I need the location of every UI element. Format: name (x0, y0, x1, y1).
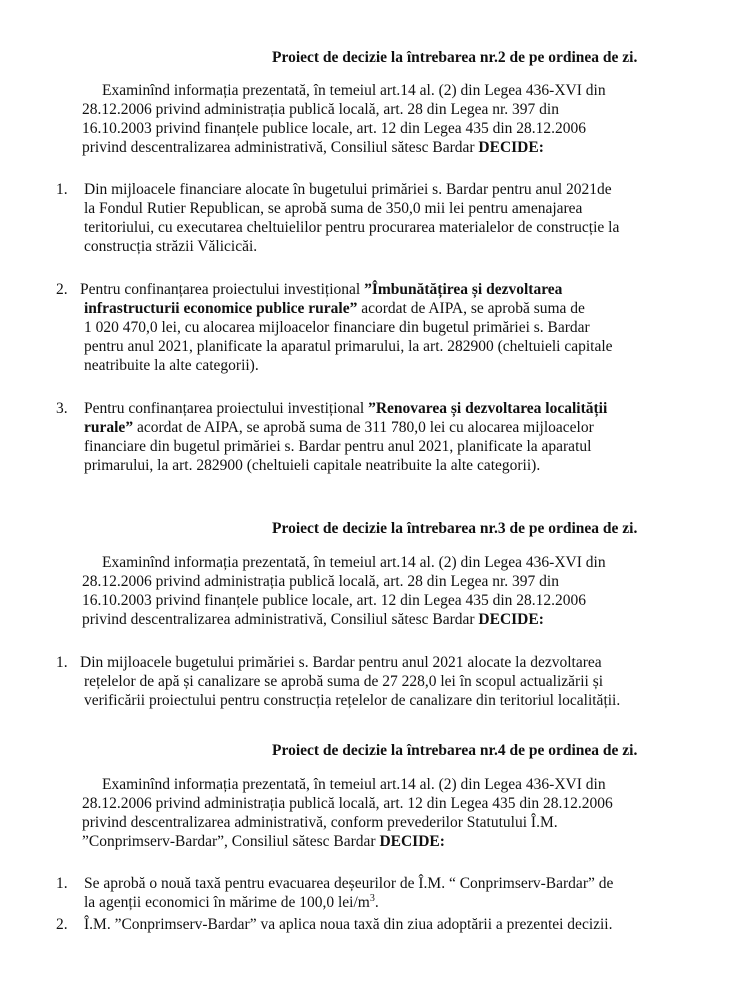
preamble-line: 16.10.2003 privind finanțele publice locale, art. 12 din Legea 435 din 28.12.2006 (82, 592, 587, 609)
item-text: Pentru confinanțarea proiectului investițional (84, 400, 369, 417)
item-line (56, 399, 696, 418)
preamble-line: Examinînd informația prezentată, în temeiul art.14 al. (2) din Legea 436-XVI din (102, 776, 606, 793)
item-text: Pentru confinanțarea proiectului investițional (80, 281, 365, 298)
section-title-nr3: Proiect de decizie la întrebarea nr.3 de pe ordinea de zi. (272, 520, 638, 537)
item-number: 3. (56, 400, 68, 417)
decision-item-2 (56, 915, 696, 934)
preamble-nr2 (82, 81, 698, 157)
decide-label: DECIDE: (478, 139, 544, 156)
decision-item-1 (56, 180, 696, 256)
preamble-line: 28.12.2006 privind administrația publică locală, art. 28 din Legea nr. 397 din (82, 101, 559, 118)
preamble-line: privind descentralizarea administrativă, conform prevederilor Statutului Î.M. (82, 814, 558, 831)
item-line: neatribuite la alte categorii). (84, 357, 259, 374)
item-number: 1. (56, 875, 68, 892)
item-line: rețelelor de apă și canalizare se aprobă suma de 27 228,0 lei în scopul actualizării și (84, 673, 604, 690)
project-name: rurale” (84, 419, 134, 436)
preamble-line: Examinînd informația prezentată, în temeiul art.14 al. (2) din Legea 436-XVI din (102, 82, 606, 99)
section-title-nr2: Proiect de decizie la întrebarea nr.2 de pe ordinea de zi. (272, 49, 638, 66)
preamble-nr4 (82, 775, 698, 851)
preamble-line (82, 832, 698, 851)
item-line: 1 020 470,0 lei, cu alocarea mijloacelor financiare din bugetul primăriei s. Bardar (84, 319, 590, 336)
decision-item-1 (56, 653, 696, 710)
item-line: pentru anul 2021, planificate la aparatul primarului, la art. 282900 (cheltuieli capitale (84, 338, 613, 355)
item-line (56, 299, 696, 318)
decision-item-1 (56, 874, 696, 912)
item-text: acordat de AIPA, se aprobă suma de 311 780,0 lei cu alocarea mijloacelor (133, 419, 594, 436)
project-name: infrastructurii economice publice rurale” (84, 300, 358, 317)
decision-item-2 (56, 280, 696, 375)
preamble-line: 16.10.2003 privind finanțele publice locale, art. 12 din Legea 435 din 28.12.2006 (82, 120, 587, 137)
item-line: teritoriului, cu executarea cheltuielilor pentru procurarea materialelor de construcție la (84, 219, 620, 236)
item-number: 1. (56, 654, 68, 671)
superscript: 3 (369, 892, 375, 904)
item-line: verificării proiectului pentru construcția rețelelor de canalizare din teritoriul localității. (84, 692, 621, 709)
decide-label: DECIDE: (379, 833, 445, 850)
preamble-line-text: ”Conprimserv-Bardar”, Consiliul sătesc Bardar (82, 833, 380, 850)
project-name: ”Îmbunătățirea și dezvoltarea (364, 281, 563, 298)
preamble-line-text: privind descentralizarea administrativă, Consiliul sătesc Bardar (82, 611, 479, 628)
item-number: 1. (56, 181, 68, 198)
item-line: financiare din bugetul primăriei s. Bardar pentru anul 2021, planificate la aparatul (84, 438, 592, 455)
preamble-nr3 (82, 553, 698, 629)
item-line: Se aprobă o nouă taxă pentru evacuarea deșeurilor de Î.M. “ Conprimserv-Bardar” de (84, 875, 614, 892)
item-line (56, 418, 696, 437)
item-line (56, 280, 696, 299)
item-text: la agenții economici în mărime de 100,0 lei/m (84, 894, 370, 911)
preamble-line (82, 138, 698, 157)
preamble-line (82, 610, 698, 629)
preamble-line: 28.12.2006 privind administrația publică locală, art. 12 din Legea 435 din 28.12.2006 (82, 795, 613, 812)
item-line: Din mijloacele financiare alocate în bugetului primăriei s. Bardar pentru anul 2021de (84, 181, 612, 198)
preamble-line: Examinînd informația prezentată, în temeiul art.14 al. (2) din Legea 436-XVI din (102, 554, 606, 571)
decide-label: DECIDE: (478, 611, 544, 628)
item-text: acordat de AIPA, se aprobă suma de (357, 300, 585, 317)
item-line (56, 893, 696, 912)
item-line: construcția străzii Vălicicăi. (84, 238, 258, 255)
project-name: ”Renovarea și dezvoltarea localității (368, 400, 608, 417)
decision-item-3 (56, 399, 696, 475)
item-text: . (374, 894, 379, 911)
item-line: Din mijloacele bugetului primăriei s. Bardar pentru anul 2021 alocate la dezvoltarea (80, 654, 602, 671)
section-title-nr4: Proiect de decizie la întrebarea nr.4 de pe ordinea de zi. (272, 742, 638, 759)
preamble-line-text: privind descentralizarea administrativă, Consiliul sătesc Bardar (82, 139, 479, 156)
preamble-line: 28.12.2006 privind administrația publică locală, art. 28 din Legea nr. 397 din (82, 573, 559, 590)
item-line: Î.M. ”Conprimserv-Bardar” va aplica noua taxă din ziua adoptării a prezentei decizii. (84, 916, 613, 933)
item-line: primarului, la art. 282900 (cheltuieli capitale neatribuite la alte categorii). (84, 457, 541, 474)
item-number: 2. (56, 281, 68, 298)
item-number: 2. (56, 916, 68, 933)
item-line: la Fondul Rutier Republican, se aprobă suma de 350,0 mii lei pentru amenajarea (84, 200, 583, 217)
